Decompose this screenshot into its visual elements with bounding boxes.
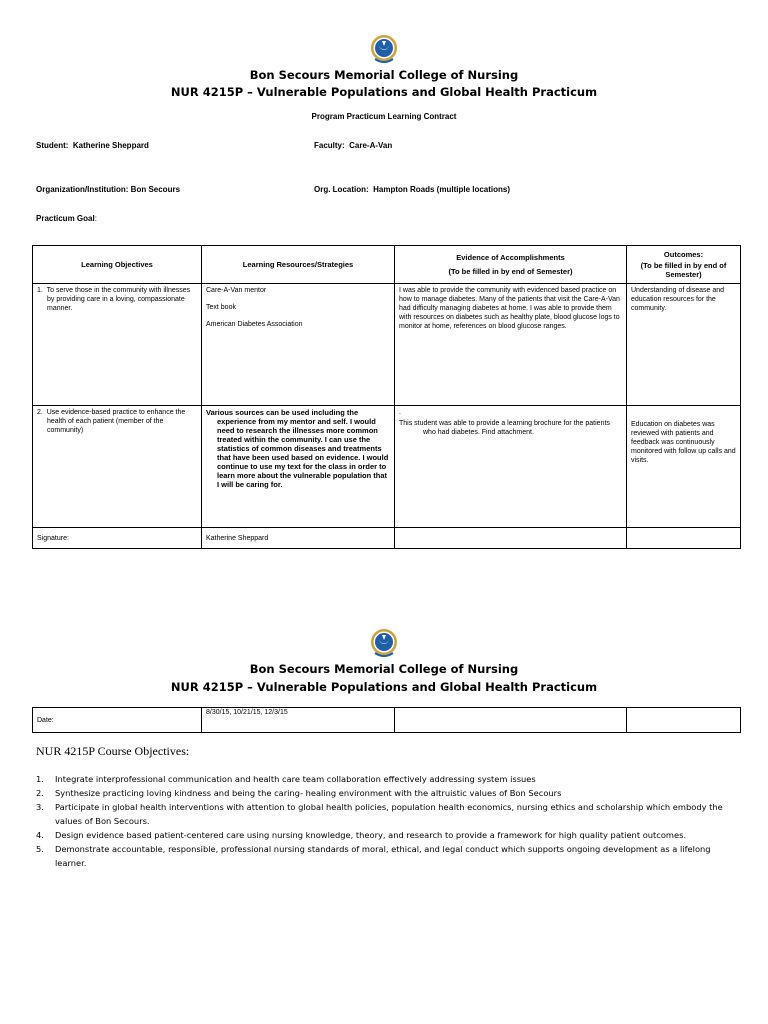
faculty-value: Care-A-Van: [349, 141, 393, 150]
practicum-goal: [36, 214, 97, 223]
header-evidence-title: Evidence of Accomplishments: [456, 253, 565, 262]
faculty-field: [314, 141, 392, 150]
college-logo: [369, 628, 399, 662]
college-name: Bon Secours Memorial College of Nursing: [249, 68, 519, 82]
resource-item: American Diabetes Association: [206, 321, 303, 328]
organization-field: [36, 185, 180, 194]
learning-contract-table: [32, 245, 741, 549]
evidence-cell-2: [395, 406, 627, 528]
header-evidence: [395, 246, 627, 284]
table-header-row: [33, 246, 741, 284]
objective-text: Use evidence-based practice to enhance the health of each patient (member of the community): [46, 409, 186, 434]
list-item: [36, 800, 736, 828]
list-item: [36, 786, 736, 800]
location-label: Org. Location:: [314, 185, 369, 194]
date-row: [33, 708, 741, 733]
date-table: [32, 707, 741, 733]
resource-item: Text book: [206, 304, 236, 311]
evidence-cell-1: I was able to provide the community with evidenced based practice on how to manage diabetes. Many of the patients that visit the Care-A-Van had difficulty managing diabetes at home. I was able to provide them with resources on diabetes such as healthy plate, blood glucose logs to monitor at home, references on blood glucose ranges.: [395, 284, 627, 406]
objective-number: 1.: [37, 287, 43, 294]
objective-text: Synthesize practicing loving kindness and being the caring- healing environment with the altruistic values of Bon Secours: [55, 788, 562, 798]
objective-number: 1.: [36, 774, 44, 784]
practicum-goal-label: Practicum Goal: [36, 214, 95, 223]
student-label: Student:: [36, 141, 69, 150]
signature-empty-cell: [627, 528, 741, 549]
list-item: [36, 842, 736, 870]
objective-number: 5.: [36, 844, 44, 854]
resource-item: Care-A-Van mentor: [206, 287, 267, 294]
list-item: [36, 828, 736, 842]
organization-value: Bon Secours: [130, 185, 181, 194]
practicum-goal-colon: :: [94, 214, 97, 223]
date-empty-cell: [627, 708, 741, 733]
outcome-cell-2: [627, 406, 741, 528]
objective-text: Design evidence based patient-centered care using nursing knowledge, theory, and research to provide a framework for high quality patient outcomes.: [55, 830, 687, 840]
header-outcomes-sub: (To be filled in by end of Semester): [640, 261, 727, 279]
resources-cell-2: [202, 406, 395, 528]
date-value: 8/30/15, 10/21/15, 12/3/15: [202, 708, 395, 733]
signature-empty-cell: [395, 528, 627, 549]
course-title: NUR 4215P – Vulnerable Populations and Global Health Practicum: [170, 680, 598, 694]
resources-cell-1: [202, 284, 395, 406]
evidence-text: This student was able to provide a learning brochure for the patients who had diabetes. Find attachment.: [399, 420, 610, 436]
objective-cell-1: [33, 284, 202, 406]
signature-value: Katherine Sheppard: [202, 528, 395, 549]
objective-text: Demonstrate accountable, responsible, professional nursing standards of moral, ethical, and legal conduct which supports ongoing development as a lifelong learner.: [55, 844, 711, 868]
objective-text: Integrate interprofessional communication and health care team collaboration effectively addressing system issues: [55, 774, 536, 784]
course-objectives-title: NUR 4215P Course Objectives:: [36, 744, 190, 758]
college-logo: [369, 34, 399, 68]
outcome-cell-1: Understanding of disease and education resources for the community.: [627, 284, 741, 406]
header-outcomes-title: Outcomes:: [663, 250, 704, 259]
date-empty-cell: [395, 708, 627, 733]
organization-label: Organization/Institution:: [36, 185, 129, 194]
header-learning-resources: Learning Resources/Strategies: [202, 246, 395, 284]
student-value: Katherine Sheppard: [72, 141, 149, 150]
objective-number: 4.: [36, 830, 44, 840]
resource-text: Various sources can be used including the experience from my mentor and self. I would need to research the illnesses more common treated within the community. I can use the statistics of common diseases and treatments that have been used based on evidence. I would continue to use my text for the class in order to learn more about the vulnerable population that I will be caring for.: [206, 408, 389, 489]
evidence-dot: .: [399, 409, 401, 416]
course-objectives-list: [36, 772, 736, 870]
table-row: [33, 406, 741, 528]
objective-text: Participate in global health interventions with attention to global health policies, population health economics, nursing ethics and scholarship which embody the values of Bon Secours.: [55, 802, 723, 826]
header-evidence-sub: (To be filled in by end of Semester): [448, 267, 573, 276]
list-item: [36, 772, 736, 786]
contract-title: Program Practicum Learning Contract: [311, 112, 457, 121]
faculty-label: Faculty:: [314, 141, 345, 150]
location-value: Hampton Roads (multiple locations): [373, 185, 511, 194]
signature-label: Signature:: [33, 528, 202, 549]
outcome-text: Education on diabetes was reviewed with patients and feedback was continuously monitored with follow up calls and visits.: [631, 421, 736, 464]
date-label: Date:: [33, 708, 202, 733]
objective-text: To serve those in the community with illnesses by providing care in a loving, compassionate manner.: [46, 287, 191, 312]
header-outcomes: [627, 246, 741, 284]
objective-number: 2.: [36, 788, 44, 798]
objective-number: 3.: [36, 802, 44, 812]
location-field: [314, 185, 510, 194]
signature-row: [33, 528, 741, 549]
objective-number: 2.: [37, 409, 43, 416]
objective-cell-2: [33, 406, 202, 528]
student-field: [36, 141, 149, 150]
college-name: Bon Secours Memorial College of Nursing: [249, 662, 519, 676]
table-row: [33, 284, 741, 406]
header-learning-objectives: Learning Objectives: [33, 246, 202, 284]
course-title: NUR 4215P – Vulnerable Populations and Global Health Practicum: [170, 85, 598, 99]
